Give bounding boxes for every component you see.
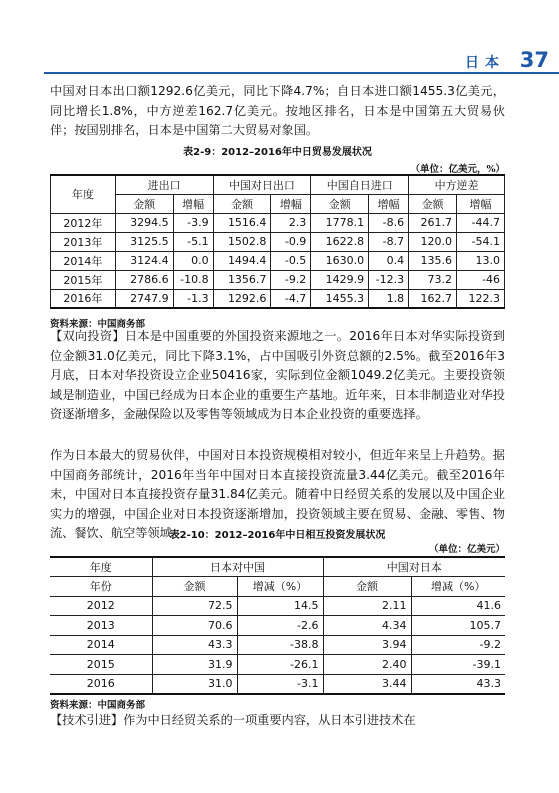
table1-group: 进出口 [115, 175, 213, 194]
year-cell: 2016 [50, 674, 152, 694]
page-header [0, 46, 559, 80]
year-cell: 2013 [50, 616, 152, 636]
year-cell: 2012年 [51, 213, 116, 232]
table1-unit: （单位：亿美元，%） [410, 164, 505, 175]
value-cell: 1516.4 [213, 213, 271, 232]
year-cell: 2015 [50, 655, 152, 675]
page-number: 37 [519, 48, 549, 72]
trade-table [50, 174, 505, 309]
value-cell: 3.44 [323, 674, 411, 694]
value-cell: 3.94 [323, 635, 411, 655]
value-cell: 1455.3 [311, 289, 369, 308]
value-cell: -8.6 [369, 213, 409, 232]
paragraph-investment: 【双向投资】日本是中国重要的外国投资来源地之一。2016年日本对华实际投资到位金额31.0亿美元，同比下降3.1%，占中国吸引外资总额的2.5%。截至2016年3月底，日本对华投资设立企业50416家，实际到位金额1049.2亿美元。主要投资领域是制造业，中国已经成为日本企业的重要生产基地。近年来，日本非制造业对华投资逐渐增多，金融保险以及零售等领域成为日本企业投资的重要选择。 [50, 329, 505, 422]
value-cell: 135.6 [409, 251, 457, 270]
value-cell: -12.3 [369, 270, 409, 289]
value-cell: -4.7 [271, 289, 311, 308]
table-row [50, 655, 505, 675]
table2-group: 日本对中国 [152, 557, 323, 577]
table2-sub-amount: 金额 [152, 577, 237, 597]
value-cell: 2786.6 [115, 270, 173, 289]
table-row [50, 674, 505, 694]
year-cell: 2014 [50, 635, 152, 655]
table2-corner-bottom: 年份 [50, 577, 152, 597]
value-cell: -39.1 [411, 655, 505, 675]
table1-sub-amount: 金额 [409, 194, 457, 213]
value-cell: -9.2 [411, 635, 505, 655]
table2-caption: 表2-10：2012–2016年中日相互投资发展状况 [169, 530, 386, 541]
table2-sub-change: 增减（%） [411, 577, 505, 597]
value-cell: 1622.8 [311, 232, 369, 251]
value-cell: 1356.7 [213, 270, 271, 289]
value-cell: -1.3 [173, 289, 213, 308]
year-cell: 2015年 [51, 270, 116, 289]
table-row [51, 289, 505, 308]
table1-source: 资料来源：中国商务部 [50, 319, 146, 330]
header-country: 日本 [465, 55, 505, 71]
table1-corner: 年度 [51, 175, 116, 213]
value-cell: -3.9 [173, 213, 213, 232]
value-cell: 2.11 [323, 596, 411, 616]
value-cell: -5.1 [173, 232, 213, 251]
value-cell: 4.34 [323, 616, 411, 636]
table1-sub-amount: 金额 [115, 194, 173, 213]
value-cell: 3124.4 [115, 251, 173, 270]
table-row [51, 232, 505, 251]
value-cell: 72.5 [152, 596, 237, 616]
value-cell: 41.6 [411, 596, 505, 616]
value-cell: 73.2 [409, 270, 457, 289]
value-cell: -38.8 [237, 635, 323, 655]
value-cell: 14.5 [237, 596, 323, 616]
table-row [51, 213, 505, 232]
table1-sub-growth: 增幅 [173, 194, 213, 213]
value-cell: -0.9 [271, 232, 311, 251]
value-cell: 70.6 [152, 616, 237, 636]
year-cell: 2016年 [51, 289, 116, 308]
value-cell: -54.1 [457, 232, 505, 251]
table2-source: 资料来源：中国商务部 [50, 700, 146, 711]
value-cell: 2.3 [271, 213, 311, 232]
table-row [51, 251, 505, 270]
value-cell: -26.1 [237, 655, 323, 675]
value-cell: -3.1 [237, 674, 323, 694]
value-cell: 31.9 [152, 655, 237, 675]
year-cell: 2014年 [51, 251, 116, 270]
year-cell: 2013年 [51, 232, 116, 251]
value-cell: 43.3 [411, 674, 505, 694]
value-cell: -46 [457, 270, 505, 289]
value-cell: -8.7 [369, 232, 409, 251]
paragraph-technology: 【技术引进】作为中日经贸关系的一项重要内容，从日本引进技术在 [50, 713, 416, 727]
table1-group: 中方逆差 [409, 175, 505, 194]
table2-sub-amount: 金额 [323, 577, 411, 597]
value-cell: -0.5 [271, 251, 311, 270]
table1-sub-growth: 增幅 [271, 194, 311, 213]
table1-sub-amount: 金额 [213, 194, 271, 213]
table1-group: 中国对日出口 [213, 175, 311, 194]
value-cell: 120.0 [409, 232, 457, 251]
value-cell: 31.0 [152, 674, 237, 694]
year-cell: 2012 [50, 596, 152, 616]
header-rule [44, 72, 559, 74]
value-cell: 0.4 [369, 251, 409, 270]
table-row [51, 270, 505, 289]
value-cell: 1630.0 [311, 251, 369, 270]
value-cell: 162.7 [409, 289, 457, 308]
table2-sub-change: 增减（%） [237, 577, 323, 597]
value-cell: -10.8 [173, 270, 213, 289]
table2-group: 中国对日本 [323, 557, 505, 577]
table-row [50, 635, 505, 655]
value-cell: 1.8 [369, 289, 409, 308]
value-cell: 1429.9 [311, 270, 369, 289]
value-cell: 1778.1 [311, 213, 369, 232]
value-cell: -9.2 [271, 270, 311, 289]
paragraph-china-investment: 作为日本最大的贸易伙伴，中国对日本投资规模相对较小，但近年来呈上升趋势。据中国商务部统计，2016年当年中国对日本直接投资流量3.44亿美元。截至2016年末，中国对日本直接投资存量31.84亿美元。随着中日经贸关系的发展以及中国企业实力的增强，中国企业对日本投资逐渐增加，投资领域主要在贸易、金融、零售、物流、餐饮、航空等领域。 [50, 448, 505, 541]
table1-group: 中国自日进口 [311, 175, 409, 194]
value-cell: -44.7 [457, 213, 505, 232]
value-cell: 1494.4 [213, 251, 271, 270]
value-cell: -2.6 [237, 616, 323, 636]
value-cell: 43.3 [152, 635, 237, 655]
table1-caption: 表2-9：2012–2016年中日贸易发展状况 [183, 147, 372, 158]
table-row [50, 616, 505, 636]
value-cell: 3294.5 [115, 213, 173, 232]
value-cell: 3125.5 [115, 232, 173, 251]
value-cell: 13.0 [457, 251, 505, 270]
value-cell: 105.7 [411, 616, 505, 636]
value-cell: 261.7 [409, 213, 457, 232]
table-row [50, 596, 505, 616]
value-cell: 122.3 [457, 289, 505, 308]
table2-unit: （单位：亿美元） [428, 544, 505, 555]
table2-corner-top: 年度 [50, 557, 152, 577]
value-cell: 0.0 [173, 251, 213, 270]
value-cell: 1502.8 [213, 232, 271, 251]
value-cell: 2.40 [323, 655, 411, 675]
investment-table [50, 556, 505, 695]
table1-sub-growth: 增幅 [457, 194, 505, 213]
table1-sub-amount: 金额 [311, 194, 369, 213]
table1-sub-growth: 增幅 [369, 194, 409, 213]
paragraph-trade-summary: 中国对日本出口额1292.6亿美元，同比下降4.7%；自日本进口额1455.3亿美元，同比增长1.8%，中方逆差162.7亿美元。按地区排名，日本是中国第五大贸易伙伴；按国别排名，日本是中国第二大贸易对象国。 [50, 84, 505, 138]
value-cell: 1292.6 [213, 289, 271, 308]
value-cell: 2747.9 [115, 289, 173, 308]
